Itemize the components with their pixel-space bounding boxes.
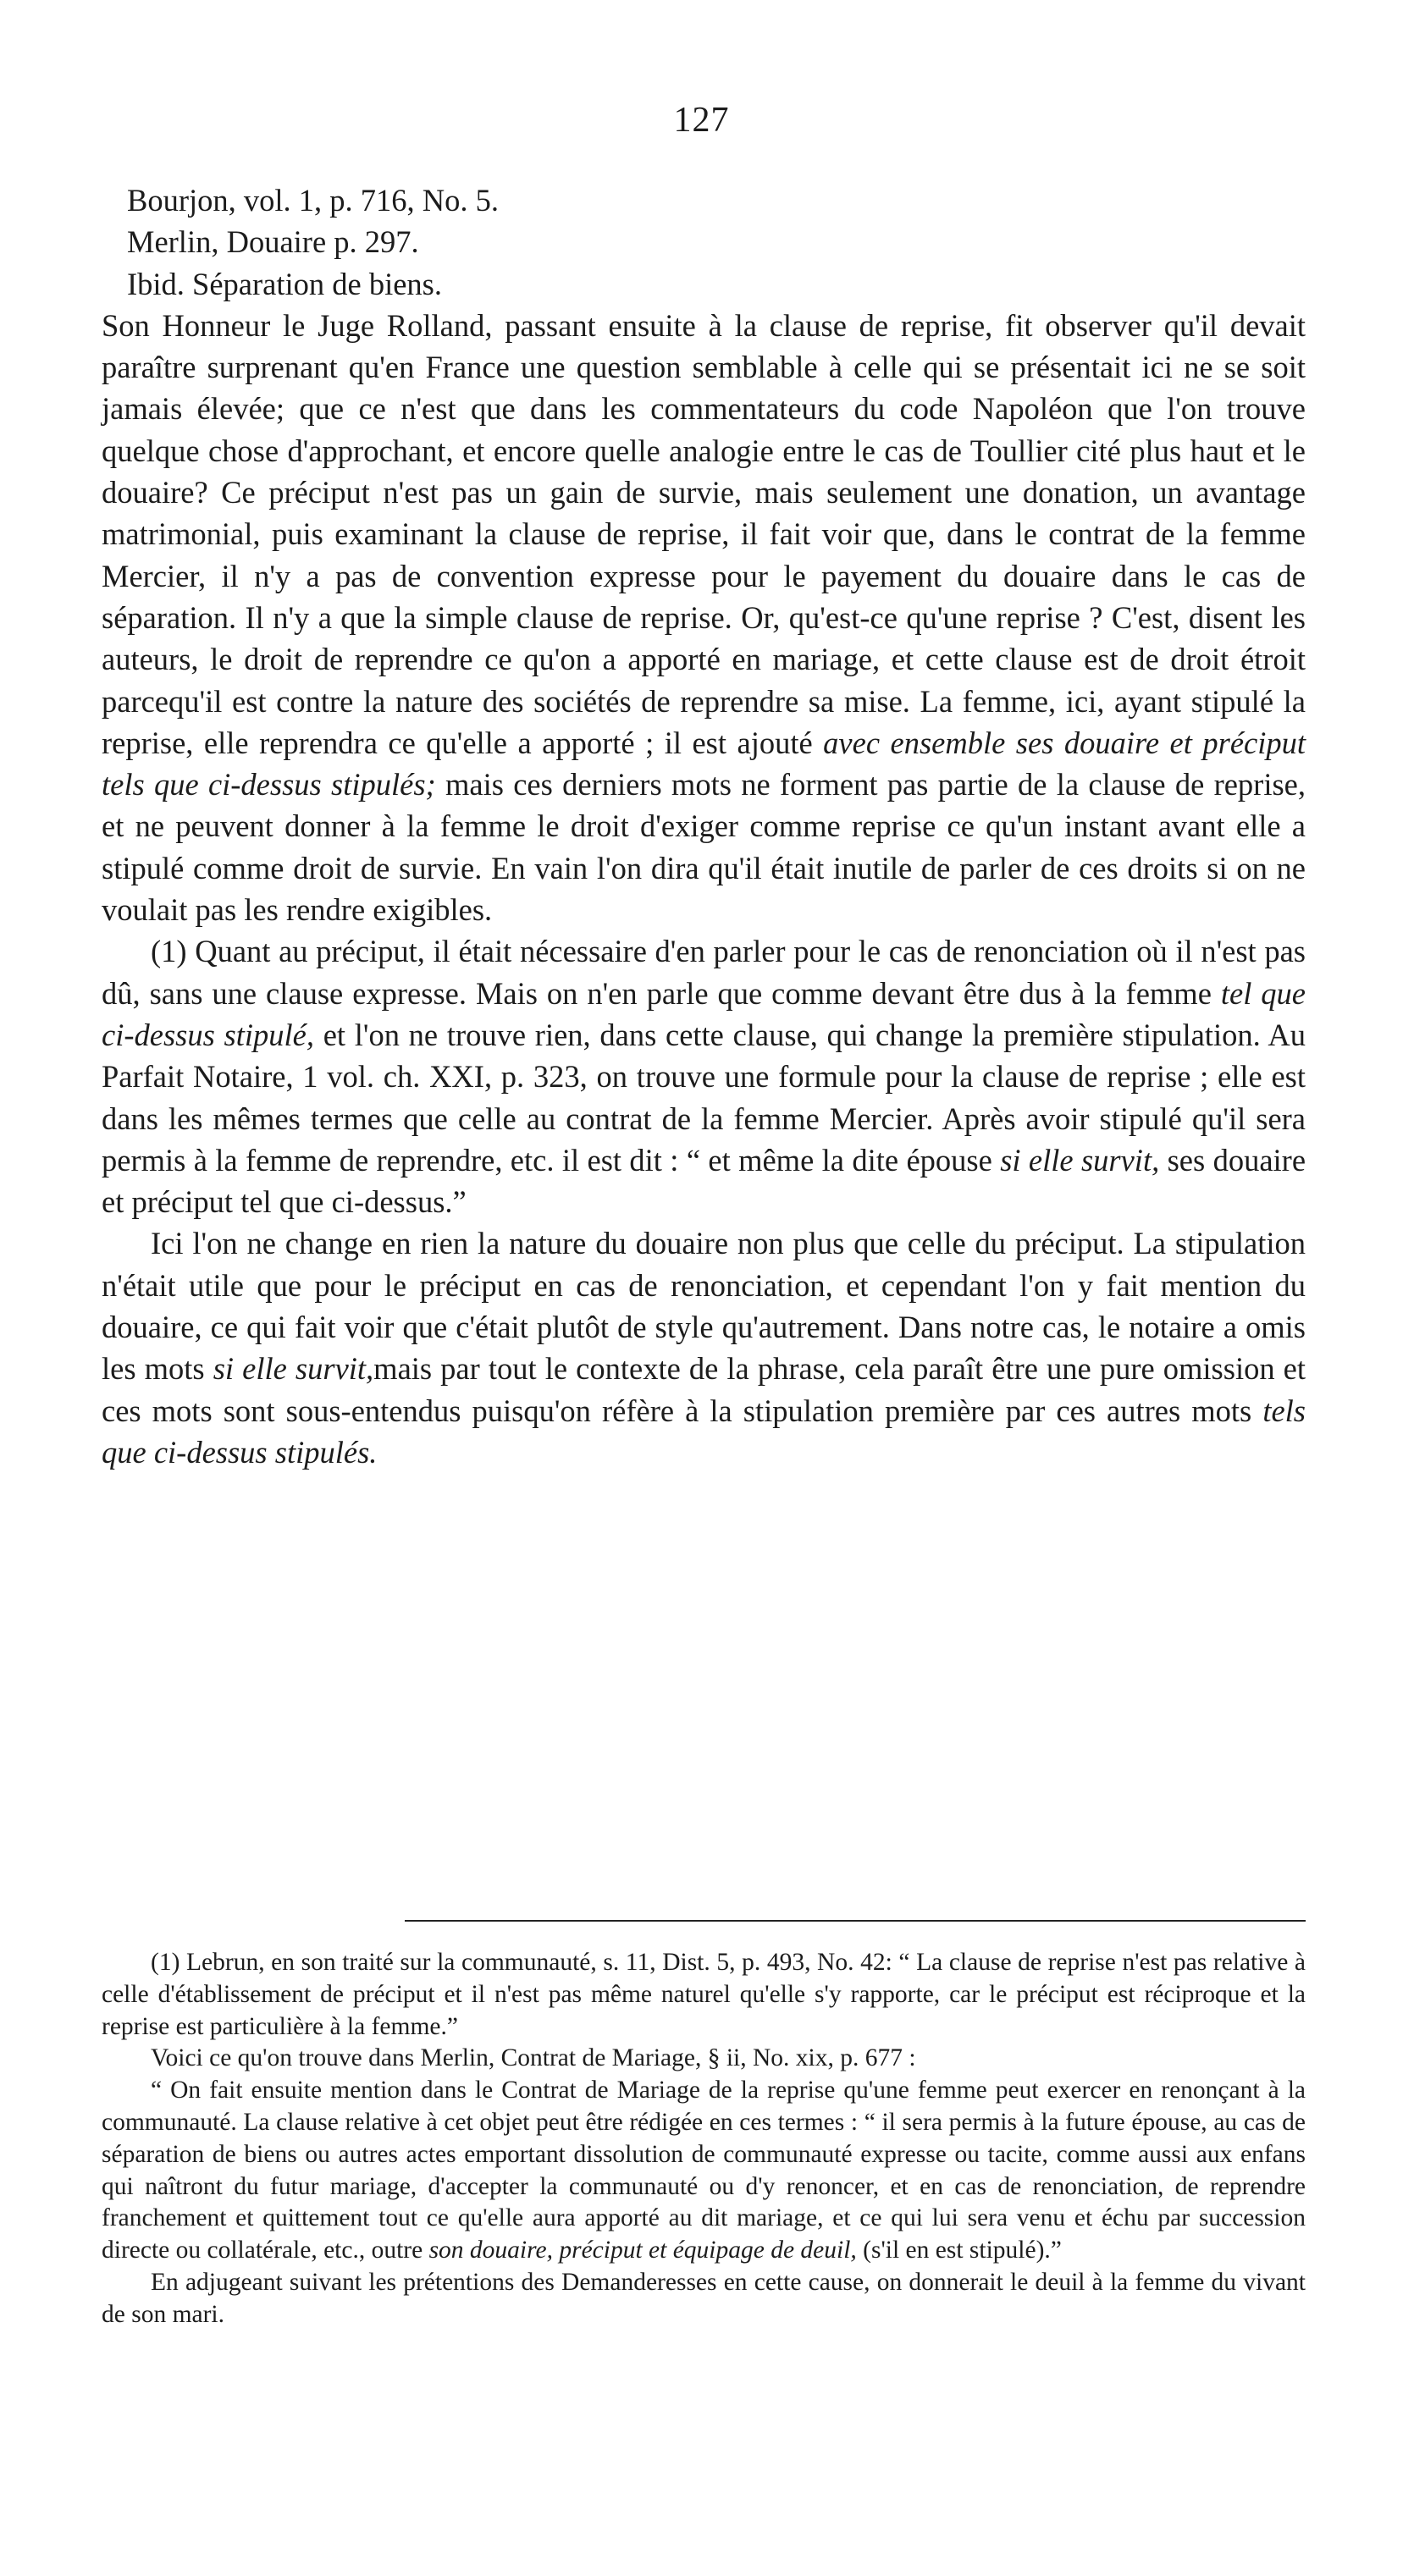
paragraph-preciput xyxy=(102,930,1306,1222)
italic-run: tel que ci-dessus stipulé, xyxy=(102,975,1306,1052)
footnotes xyxy=(102,1947,1306,2331)
paragraph-rolland xyxy=(102,305,1306,930)
main-text xyxy=(102,179,1306,1473)
text-run: mais ces derniers mots ne forment pas partie de la clause de reprise, et ne peuvent donner à la femme le droit d'exiger comme reprise ce qu'un instant avant elle a stipulé comme droit de survie. En vain l'on dira qu'il était inutile de parler de ces droits si on ne voulait pas les rendre exigibles. xyxy=(102,767,1306,928)
reference-line: Ibid. Séparation de biens. xyxy=(127,266,443,301)
text-run: ses douaire et préciput tel que ci-dessus.” xyxy=(102,1142,1306,1220)
text-run: Son Honneur le Juge Rolland, passant ensuite à la clause de reprise, fit observer qu'il devait paraître surprenant qu'en France une question semblable à celle qui se présentait ici ne se soit jamais élevée; que ce n'est que dans les commentateurs du code Napoléon que l'on trouve quelque chose d'approchant, et encore quelle analogie entre le cas de Toullier cité plus haut et le douaire? Ce préciput n'est pas un gain de survie, mais seulement une donation, un avantage matrimonial, puis examinant la clause de reprise, il fait voir que, dans le contrat de la femme Mercier, il n'y a pas de convention expresse pour le payement du douaire dans le cas de séparation. Il n'y a que la simple clause de reprise. Or, qu'est-ce qu'une reprise ? C'est, disent les auteurs, le droit de reprendre ce qu'on a apporté en mariage, et cette clause est de droit étroit parcequ'il est contre la nature des sociétés de reprendre sa mise. La femme, ici, ayant stipulé la reprise, elle reprendra ce qu'elle a apporté ; il est ajouté xyxy=(102,307,1306,760)
text-run: Ici l'on ne change en rien la nature du douaire non plus que celle du préciput. La stipulation n'était utile que pour le préciput en cas de renonciation, et cependant l'on y fait mention du douaire, ce qui fait voir que c'était plutôt de style qu'autrement. Dans notre cas, le notaire a omis les mots xyxy=(102,1226,1306,1387)
footnote-merlin-quote xyxy=(102,2075,1306,2267)
text-run: (s'il en est stipulé).” xyxy=(863,2237,1062,2264)
italic-run: son douaire, préciput et équipage de deuil, xyxy=(428,2237,857,2264)
footnote-merlin-intro: Voici ce qu'on trouve dans Merlin, Contrat de Mariage, § ii, No. xix, p. 677 : xyxy=(151,2044,916,2072)
text-run: “ On fait ensuite mention dans le Contrat de Mariage de la reprise qu'une femme peut exercer en renonçant à la communauté. La clause relative à cet objet peut être rédigée en ces termes : “ il sera permis à la future épouse, au cas de séparation de biens ou autres actes emportant dissolution de communauté expresse ou tacite, comme aussi aux enfans qui naîtront du futur mariage, d'accepter la communauté ou d'y renoncer, et en cas de renonciation, de reprendre franchement et quittement tout ce qu'elle aura apporté au dit mariage, et ce qui lui sera venu et échu par succession directe ou collatérale, etc., outre xyxy=(102,2077,1306,2264)
text-run: et l'on ne trouve rien, dans cette clause, qui change la première stipulation. Au Parfait Notaire, 1 vol. ch. XXI, p. 323, on trouve une formule pour la clause de reprise ; elle est dans les mêmes termes que celle au contrat de la femme Mercier. Après avoir stipulé qu'il sera permis à la femme de reprendre, etc. il est dit : “ et même la dite épouse xyxy=(102,1017,1306,1178)
footnote-lebrun: (1) Lebrun, en son traité sur la communauté, s. 11, Dist. 5, p. 493, No. 42: “ La clause de reprise n'est pas relative à celle d'établissement de préciput et il n'est pas même naturel qu'elle s'y rapporte, car le préciput est réciproque et la reprise est particulière à la femme.” xyxy=(102,1949,1306,2040)
text-run: (1) Quant au préciput, il était nécessaire d'en parler pour le cas de renonciation où il n'est pas dû, sans une clause expresse. Mais on n'en parle que comme devant être dus à la femme xyxy=(102,934,1306,1011)
italic-run: si elle survit, xyxy=(213,1351,374,1387)
italic-run: tels que ci-dessus stipulés. xyxy=(102,1393,1306,1470)
footnote-conclusion: En adjugeant suivant les prétentions des Demanderesses en cette cause, on donnerait le deuil à la femme du vivant de son mari. xyxy=(102,2268,1306,2328)
reference-line: Bourjon, vol. 1, p. 716, No. 5. xyxy=(127,183,500,218)
paragraph-douaire xyxy=(102,1222,1306,1473)
reference-line: Merlin, Douaire p. 297. xyxy=(127,224,419,260)
footnote-divider xyxy=(405,1920,1306,1922)
page-number: 127 xyxy=(673,101,730,140)
italic-run: si elle survit, xyxy=(1000,1142,1160,1178)
italic-run: avec ensemble ses douaire et préciput tels que ci-dessus stipulés; xyxy=(102,725,1306,803)
text-run: mais par tout le contexte de la phrase, cela paraît être une pure omission et ces mots sont sous-entendus puisqu'on réfère à la stipulation première par ces autres mots xyxy=(102,1351,1306,1428)
